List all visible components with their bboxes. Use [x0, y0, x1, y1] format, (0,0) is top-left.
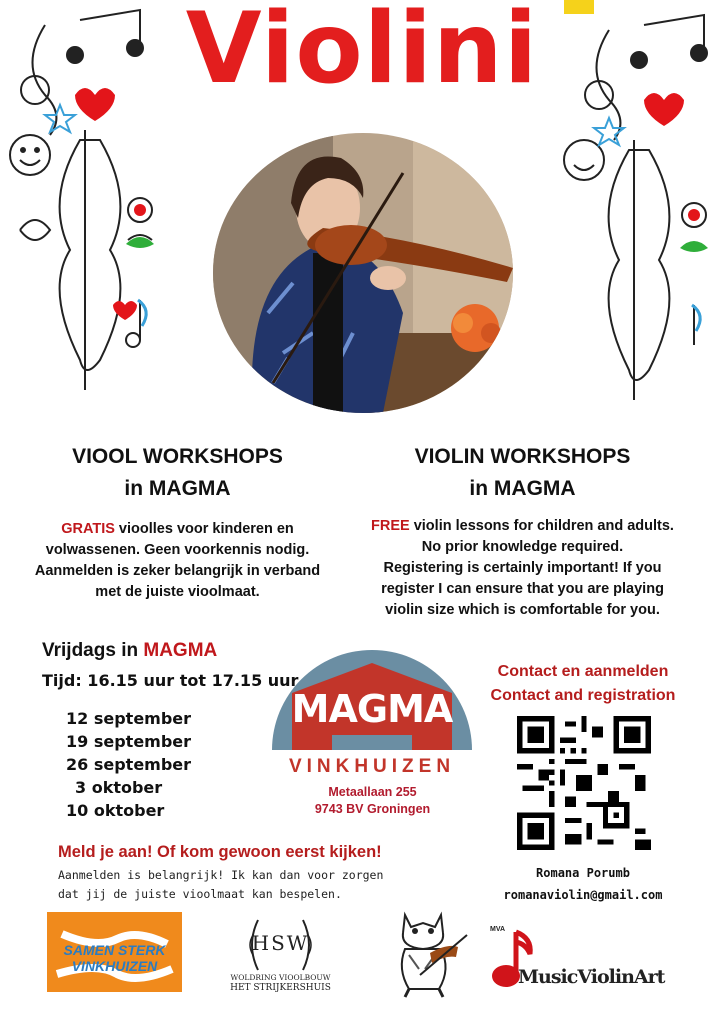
woldring-vioolbouw-logo: HSW WOLDRING VIOOLBOUW HET STRIJKERSHUIS	[218, 915, 343, 995]
date-item: 26 september	[66, 755, 192, 774]
english-heading-line2: in MAGMA	[469, 477, 576, 500]
contact-name: Romana Porumb	[536, 866, 630, 880]
english-heading-line1: VIOLIN WORKSHOPS	[414, 445, 631, 468]
dutch-heading-line2: in MAGMA	[124, 477, 231, 500]
date-list	[66, 707, 191, 822]
date-item: 12 september	[66, 709, 192, 728]
mva-small-label: MVA	[490, 926, 506, 933]
magma-logo-sub: VINKHUIZEN	[288, 756, 456, 777]
date-item: 10 oktober	[66, 801, 165, 820]
dutch-free-word: GRATIS	[61, 521, 115, 537]
magma-logo-word: MAGMA	[291, 687, 453, 731]
english-free-word: FREE	[371, 518, 410, 534]
schedule-time: Tijd: 16.15 uur tot 17.15 uur	[42, 671, 299, 690]
doodle-decoration-left	[0, 0, 170, 420]
date-item: 19 september	[66, 732, 192, 751]
violinist-photo	[213, 133, 513, 413]
doodle-decoration-right	[554, 0, 724, 420]
dutch-description: GRATIS vioolles voor kinderen en volwassenen. Geen voorkennis nodig. Aanmelden is zeker belangrijk in verband met de juiste vioolmaat.	[34, 521, 321, 600]
contact-email[interactable]: romanaviolin@gmail.com	[503, 888, 663, 902]
english-description: FREE violin lessons for children and adults. No prior knowledge required. Registering is certainly important! If you register I can ensure that you are playing violin size which is comfortable for you.	[371, 518, 674, 618]
schedule-heading: Vrijdags in MAGMA	[42, 640, 218, 661]
call-to-action-note: Aanmelden is belangrijk! Ik kan dan voor zorgen dat jij de juiste vioolmaat kan bespelen.	[58, 868, 384, 901]
contact-heading: Contact en aanmelden Contact and registration	[490, 663, 676, 704]
date-item: 3 oktober	[75, 778, 163, 797]
page-title: Violini	[185, 0, 539, 106]
cat-violinist-illustration	[375, 905, 470, 1000]
magma-logo	[272, 645, 472, 785]
qr-code[interactable]	[517, 716, 651, 850]
venue-address: Metaallaan 255 9743 BV Groningen	[314, 785, 431, 816]
samen-sterk-vinkhuizen-logo: SAMEN STERK VINKHUIZEN	[47, 912, 182, 992]
call-to-action-headline: Meld je aan! Of kom gewoon eerst kijken!	[58, 843, 382, 861]
musicviolinart-logo	[488, 928, 663, 998]
dutch-heading-line1: VIOOL WORKSHOPS	[72, 445, 283, 468]
woldring-monogram: HSW	[251, 931, 310, 955]
musicviolinart-wordmark: MusicViolinArt	[518, 966, 665, 988]
